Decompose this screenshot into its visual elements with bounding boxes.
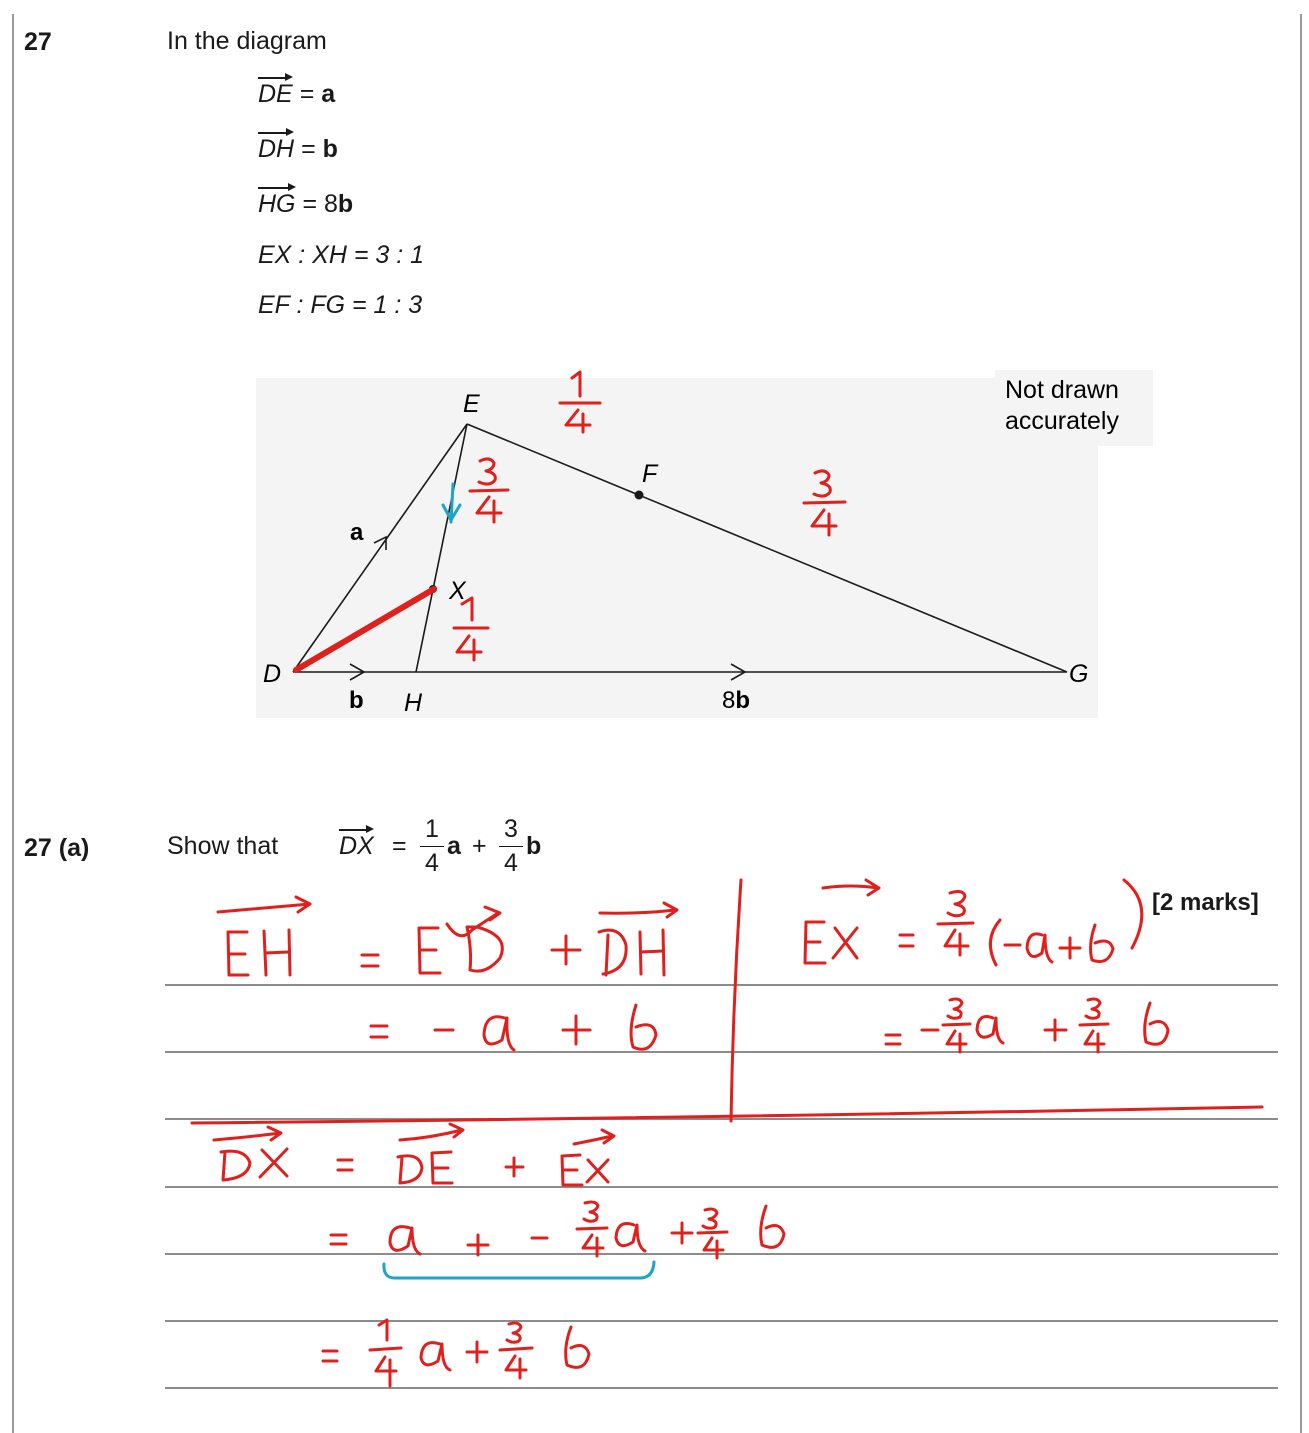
given-dh: DH = b: [258, 135, 338, 163]
label-e: E: [463, 390, 480, 418]
part-a-term-a: a: [447, 832, 461, 860]
marks-label: [2 marks]: [1152, 889, 1259, 916]
part-a-equals: =: [392, 832, 407, 860]
part-a-label: 27 (a): [24, 834, 90, 862]
part-a-plus: +: [472, 832, 487, 860]
part-a-vector-dx: DX: [339, 832, 374, 860]
vector-dh: DH: [258, 135, 295, 163]
part-a-prompt: Show that: [167, 832, 279, 860]
blue-bracket: [384, 1262, 654, 1278]
label-d: D: [263, 660, 282, 688]
note-accurately: accurately: [1005, 407, 1119, 435]
label-f: F: [642, 460, 658, 488]
hw-line-dx: [214, 1124, 614, 1185]
given-hg: HG = 8b: [258, 190, 354, 218]
ratio-ex-xh: EX : XH = 3 : 1: [258, 241, 425, 269]
hw-line-ex: [805, 880, 1142, 965]
part-a-term-b: b: [526, 832, 542, 860]
label-g: G: [1069, 660, 1089, 688]
given-dh-value: b: [322, 135, 338, 163]
given-hg-value: b: [337, 190, 354, 218]
label-a: a: [350, 519, 364, 546]
ratio-ef-fg: EF : FG = 1 : 3: [258, 291, 423, 319]
label-8b: 8b: [722, 687, 751, 714]
vector-de: DE: [258, 80, 293, 108]
note-not-drawn: Not drawn: [1005, 376, 1119, 404]
given-de: DE = a: [258, 80, 336, 108]
part-a-fraction-2: 3 4: [499, 815, 523, 878]
divider-vertical: [731, 880, 741, 1121]
part-a-fraction-1: 1 4: [420, 815, 444, 878]
hw-line-expanded-ex: [886, 999, 1168, 1052]
vector-hg: HG: [258, 190, 296, 218]
question-number: 27: [24, 28, 52, 56]
label-b: b: [349, 687, 364, 714]
question-intro: In the diagram: [167, 27, 327, 55]
given-de-value: a: [321, 80, 336, 108]
hw-line-dx-substituted: [331, 1202, 784, 1258]
divider-horizontal: [192, 1107, 1262, 1123]
hw-line-neg-a-plus-b: [371, 1005, 656, 1050]
hw-line-final: [323, 1320, 589, 1386]
hw-line-eh: [218, 897, 677, 975]
label-h: H: [404, 689, 423, 717]
given-hg-coef: 8: [324, 190, 338, 218]
label-x: X: [449, 577, 466, 605]
